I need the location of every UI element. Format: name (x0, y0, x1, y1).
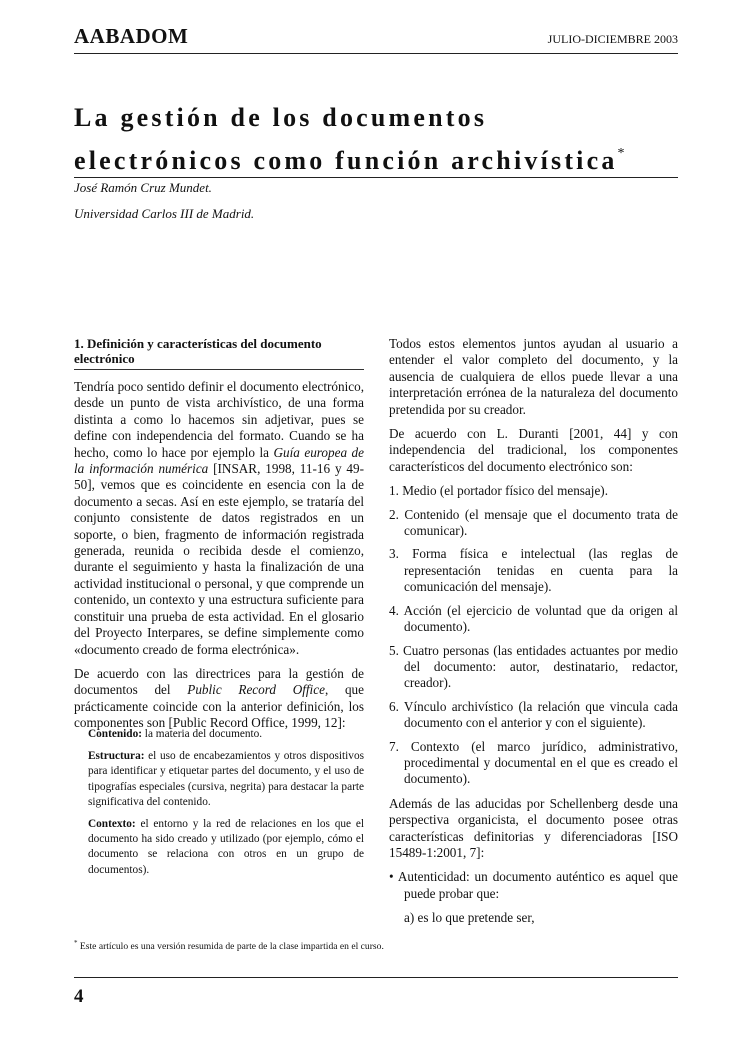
author-name: José Ramón Cruz Mundet. (74, 180, 212, 195)
author-affiliation: Universidad Carlos III de Madrid. (74, 206, 255, 221)
list-item: 4. Acción (el ejercicio de voluntad que da origen al documento). (389, 602, 678, 635)
title-footnote-mark: * (617, 146, 625, 161)
footer-divider (74, 977, 678, 978)
components-list (389, 483, 678, 788)
list-item: 1. Medio (el portador físico del mensaje). (389, 483, 608, 499)
definition-term: Contenido: (88, 728, 142, 740)
characteristics-list (389, 869, 678, 902)
list-item: 5. Cuatro personas (las entidades actuantes por medio del documento: autor, destinatario, redactor, creador). (389, 642, 678, 691)
footnote-mark: * (74, 939, 78, 947)
definitions-block (88, 727, 364, 885)
guide-title: Guía europea de la información numérica (74, 444, 365, 477)
list-item: 2. Contenido (el mensaje que el documento trata de comunicar). (389, 506, 678, 539)
right-column (389, 336, 678, 935)
list-item: 3. Forma física e intelectual (las reglas de representación tenidas en cuenta para la comunicación del mensaje). (389, 546, 678, 595)
paragraph-duranti: De acuerdo con L. Duranti [2001, 44] y con independencia del tradicional, los componentes característicos del documento electrónico son: (389, 426, 678, 474)
definition-item: Contexto: el entorno y la red de relaciones en los que el documento ha sido creado y utilizado (por ejemplo, cómo el documento se relaciona con otros en un grupo de documentos). (88, 818, 364, 876)
header-divider (74, 53, 678, 54)
footnote: * Este artículo es una versión resumida de parte de la clase impartida en el curso. (74, 939, 384, 953)
definition-item: Estructura: el uso de encabezamientos y otros dispositivos para identificar y etiquetar partes del documento, y el uso de tipografías especiales (cursiva, negrita) para destacar la parte significativa del contenido. (88, 750, 364, 808)
paragraph-characteristics: Además de las aducidas por Schellenberg desde una perspectiva organicista, el documento posee otras características definitorias y diferenciadoras [ISO 15489-1:2001, 7]: (389, 795, 678, 860)
section-heading: 1. Definición y características del documento electrónico (74, 336, 364, 370)
paragraph-elements: Todos estos elementos juntos ayudan al usuario a entender el valor completo del documento, y la ausencia de cualquiera de ellos puede llevar a una interpretación errónea de la naturaleza del documento pretendida por su creador. (389, 336, 678, 417)
article-title (74, 100, 694, 179)
bullet-item: • Autenticidad: un documento auténtico es aquel que puede probar que: (389, 869, 678, 901)
title-divider (74, 177, 678, 178)
office-name: Public Record Office (187, 682, 325, 698)
definition-term: Contexto: (88, 818, 136, 831)
title-line-1: La gestión de los documentos (74, 103, 488, 132)
paragraph-definition: Tendría poco sentido definir el documento electrónico, desde un punto de vista archivístico, de una forma distinta a como lo hacemos sin adjetivar, pues se define con independencia del formato. Cuando se ha hecho, como lo hace por ejemplo la Guía europea de la información numérica [INSAR, 1998, 11-16 y 49-50], vemos que es coincidente en esencia con la de documento a secas. Así en este ejemplo, se trataría del conjunto consistente de datos registrados en un soporte, o bien, fragmento de información registrada generada, reunida o recibida desde el comienzo, durante el seguimiento y hasta la finalización de una actividad institucional o personal, y que comprende un contenido, un contexto y una estructura suficiente para constituir una prueba de esta actividad. En el glosario del Proyecto Interpares, se define simplemente como «documento creado de forma electrónica». (74, 379, 365, 657)
list-item: 6. Vínculo archivístico (la relación que vincula cada documento con el anterior y con el siguiente). (389, 698, 678, 731)
definition-item: Contenido: la materia del documento. (88, 728, 263, 740)
left-column (74, 336, 364, 740)
page-number: 4 (74, 986, 84, 1007)
list-item: 7. Contexto (el marco jurídico, administrativo, procedimental y documental en el que es creado el documento). (389, 738, 678, 787)
paragraph-components: De acuerdo con las directrices para la gestión de documentos del Public Record Office, que prácticamente coincide con la anterior definición, los componentes son [Public Record Office, 1999, 12]: (74, 665, 364, 731)
journal-brand: AABADOM (74, 24, 189, 48)
issue-date: JULIO-DICIEMBRE 2003 (547, 32, 678, 46)
title-line-2: electrónicos como función archivística (74, 146, 618, 175)
sub-item: a) es lo que pretende ser, (404, 910, 535, 926)
definition-term: Estructura: (88, 750, 145, 763)
